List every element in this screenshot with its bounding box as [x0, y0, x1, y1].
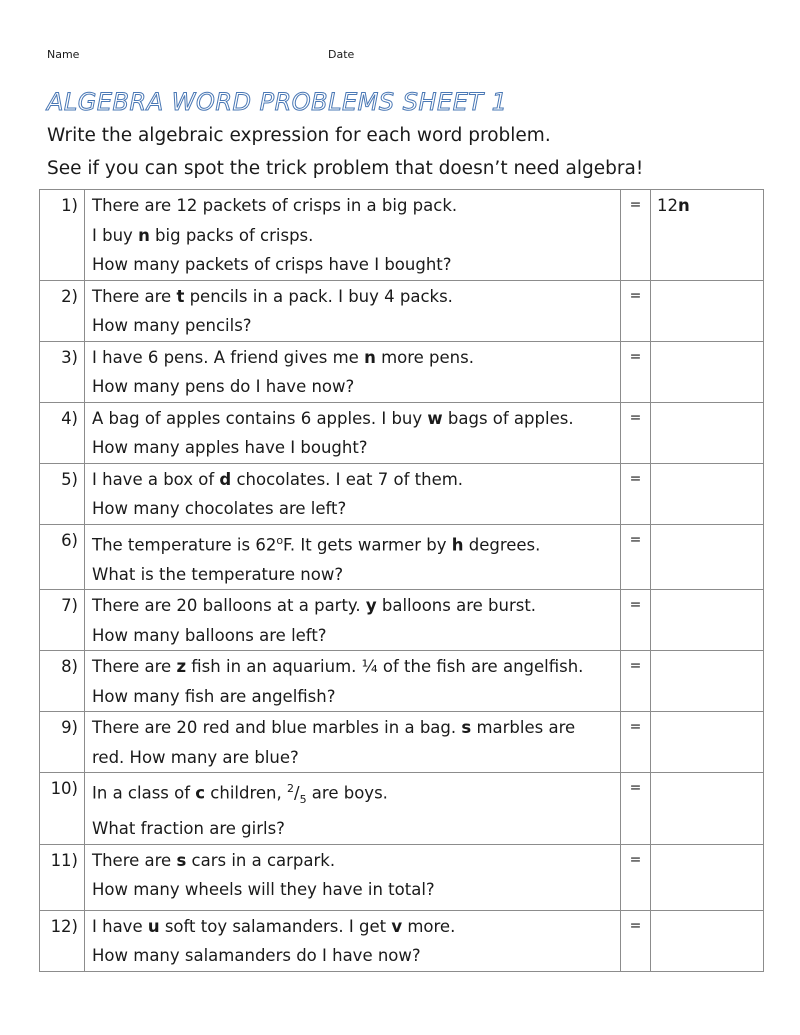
- question-text: I have: [92, 916, 148, 936]
- equals-sign: =: [621, 463, 651, 524]
- question-line: [92, 191, 620, 221]
- question-text: There are 20 red and blue marbles in a bag.: [92, 718, 462, 737]
- equals-sign: =: [621, 190, 651, 281]
- equals-sign: =: [621, 844, 651, 910]
- problem-question: [85, 402, 621, 463]
- name-label: Name: [47, 48, 80, 61]
- answer-cell[interactable]: [651, 190, 764, 281]
- problem-number: 12): [40, 910, 85, 971]
- variable: u: [147, 916, 160, 936]
- question-line: [92, 846, 620, 876]
- variable: s: [461, 718, 472, 737]
- problem-question: [85, 463, 621, 524]
- question-text: more pens.: [375, 347, 474, 367]
- worksheet-title: ALGEBRA WORD PROBLEMS SHEET 1: [47, 88, 508, 116]
- question-text: degrees.: [463, 535, 541, 554]
- table-row: [40, 402, 764, 463]
- question-text: The temperature is 62: [92, 535, 277, 554]
- equals-sign: =: [621, 341, 651, 402]
- problem-question: [85, 524, 621, 590]
- equals-sign: =: [621, 910, 651, 971]
- question-text: How many pens do I have now?: [92, 377, 355, 396]
- question-line: [92, 713, 620, 743]
- problem-question: [85, 712, 621, 773]
- problem-question: [85, 773, 621, 845]
- answer-cell[interactable]: [651, 402, 764, 463]
- question-line: [92, 494, 620, 524]
- question-line: [92, 814, 620, 844]
- question-line: [92, 343, 620, 373]
- problem-number: 11): [40, 844, 85, 910]
- question-line: [92, 743, 620, 773]
- table-row: [40, 773, 764, 845]
- table-row: [40, 651, 764, 712]
- question-text: I have a box of: [92, 469, 220, 489]
- table-row: [40, 280, 764, 341]
- question-text: marbles are: [471, 718, 576, 737]
- question-text: I have 6 pens. A friend gives me: [92, 347, 365, 367]
- question-text: big packs of crisps.: [149, 225, 314, 245]
- variable: h: [451, 535, 464, 554]
- table-row: [40, 910, 764, 971]
- answer-cell[interactable]: [651, 524, 764, 590]
- table-row: [40, 524, 764, 590]
- question-line: [92, 621, 620, 651]
- question-text: 2: [287, 782, 294, 795]
- question-text: There are 20 balloons at a party.: [92, 596, 366, 615]
- question-line: [92, 372, 620, 402]
- variable: v: [391, 916, 403, 936]
- answer-cell[interactable]: [651, 341, 764, 402]
- problems-table: [39, 189, 764, 972]
- problem-number: 10): [40, 773, 85, 845]
- equals-sign: =: [621, 590, 651, 651]
- question-line: [92, 560, 620, 590]
- question-text: There are: [92, 286, 177, 306]
- question-line: [92, 433, 620, 463]
- question-text: F. It gets warmer by: [283, 535, 452, 554]
- variable: d: [219, 469, 232, 489]
- problem-question: [85, 910, 621, 971]
- question-text: red. How many are blue?: [92, 747, 299, 767]
- equals-sign: =: [621, 280, 651, 341]
- question-text: fish in an aquarium. ¼ of the fish are angelfish.: [186, 657, 584, 676]
- question-text: o: [276, 533, 284, 547]
- question-text: There are: [92, 850, 177, 870]
- question-text: How many fish are angelfish?: [92, 686, 336, 706]
- question-line: [92, 875, 620, 905]
- answer-cell[interactable]: [651, 712, 764, 773]
- question-text: children,: [205, 783, 287, 803]
- question-text: cars in a carpark.: [186, 850, 336, 870]
- question-text: How many chocolates are left?: [92, 499, 347, 518]
- problem-question: [85, 844, 621, 910]
- instruction-line-1: Write the algebraic expression for each word problem.: [47, 125, 551, 146]
- question-text: pencils in a pack. I buy 4 packs.: [184, 286, 453, 306]
- variable: c: [195, 783, 206, 803]
- problem-number: 5): [40, 463, 85, 524]
- answer-text: 12: [657, 196, 678, 215]
- problem-number: 8): [40, 651, 85, 712]
- question-text: How many apples have I bought?: [92, 438, 368, 457]
- answer-cell[interactable]: [651, 844, 764, 910]
- question-line: [92, 311, 620, 341]
- question-line: [92, 682, 620, 712]
- question-line: [92, 282, 620, 312]
- equals-sign: =: [621, 402, 651, 463]
- problem-number: 4): [40, 402, 85, 463]
- table-row: [40, 190, 764, 281]
- problem-question: [85, 590, 621, 651]
- question-text: How many wheels will they have in total?: [92, 880, 435, 900]
- question-line: [92, 912, 620, 942]
- question-line: [92, 465, 620, 495]
- problem-number: 6): [40, 524, 85, 590]
- answer-cell[interactable]: [651, 463, 764, 524]
- answer-variable: n: [678, 196, 690, 215]
- question-line: [92, 941, 620, 971]
- table-row: [40, 341, 764, 402]
- problem-number: 1): [40, 190, 85, 281]
- answer-cell[interactable]: [651, 651, 764, 712]
- question-text: I buy: [92, 225, 139, 245]
- question-text: more.: [402, 916, 456, 936]
- problem-question: [85, 341, 621, 402]
- problem-question: [85, 190, 621, 281]
- question-text: How many balloons are left?: [92, 625, 327, 645]
- question-line: [92, 526, 620, 560]
- variable: y: [365, 596, 377, 615]
- table-row: [40, 590, 764, 651]
- equals-sign: =: [621, 651, 651, 712]
- problem-number: 3): [40, 341, 85, 402]
- date-label: Date: [328, 48, 355, 61]
- instruction-line-2: See if you can spot the trick problem that doesn’t need algebra!: [47, 158, 644, 179]
- problem-number: 2): [40, 280, 85, 341]
- question-text: In a class of: [92, 783, 196, 803]
- question-text: 5: [299, 792, 307, 806]
- question-line: [92, 404, 620, 434]
- question-text: are boys.: [306, 783, 388, 803]
- table-row: [40, 463, 764, 524]
- variable: t: [176, 286, 185, 306]
- question-text: There are: [92, 657, 177, 676]
- question-text: balloons are burst.: [376, 596, 537, 615]
- problem-number: 7): [40, 590, 85, 651]
- question-line: [92, 774, 620, 814]
- problem-question: [85, 280, 621, 341]
- variable: s: [176, 850, 187, 870]
- question-text: How many salamanders do I have now?: [92, 946, 421, 966]
- question-text: How many packets of crisps have I bought?: [92, 255, 452, 274]
- problem-rows: [40, 190, 764, 972]
- variable: z: [176, 657, 187, 676]
- question-text: A bag of apples contains 6 apples. I buy: [92, 408, 428, 428]
- variable: w: [427, 408, 443, 428]
- question-text: chocolates. I eat 7 of them.: [231, 469, 464, 489]
- question-text: How many pencils?: [92, 316, 252, 335]
- variable: n: [138, 225, 150, 245]
- question-text: /: [294, 783, 300, 803]
- equals-sign: =: [621, 773, 651, 845]
- equals-sign: =: [621, 712, 651, 773]
- question-line: [92, 591, 620, 621]
- problem-question: [85, 651, 621, 712]
- question-line: [92, 652, 620, 682]
- question-text: What fraction are girls?: [92, 819, 285, 839]
- equals-sign: =: [621, 524, 651, 590]
- answer-cell[interactable]: [651, 280, 764, 341]
- question-text: There are 12 packets of crisps in a big pack.: [92, 196, 458, 215]
- question-line: [92, 250, 620, 280]
- question-text: What is the temperature now?: [92, 564, 344, 584]
- question-line: [92, 221, 620, 251]
- table-row: [40, 712, 764, 773]
- variable: n: [364, 347, 376, 367]
- answer-cell[interactable]: [651, 773, 764, 845]
- question-text: bags of apples.: [442, 408, 574, 428]
- answer-cell[interactable]: [651, 590, 764, 651]
- question-text: soft toy salamanders. I get: [159, 916, 392, 936]
- table-row: [40, 844, 764, 910]
- problem-number: 9): [40, 712, 85, 773]
- answer-cell[interactable]: [651, 910, 764, 971]
